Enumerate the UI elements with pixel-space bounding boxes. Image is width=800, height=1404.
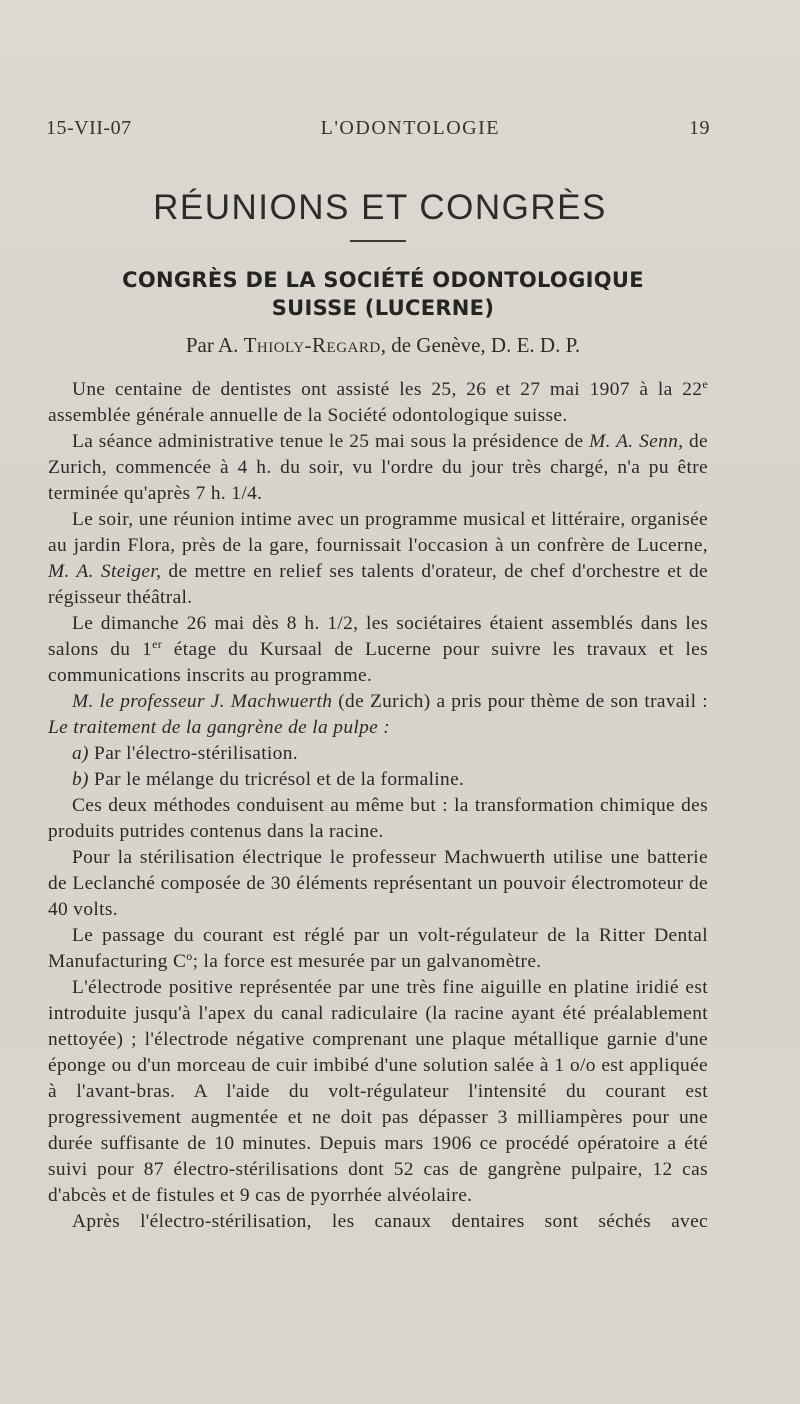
paragraph-3 (48, 507, 708, 611)
article-title-line-1: CONGRÈS DE LA SOCIÉTÉ ODONTOLOGIQUE (122, 268, 644, 292)
paragraph-6: Ces deux méthodes conduisent au même but : la transformation chimique des produits putrides contenus dans la racine. (48, 795, 708, 842)
paragraph-3-text-a: Le soir, une réunion intime avec un programme musical et littéraire, organisée au jardin Flora, près de la gare, fournissait l'occasion à un confrère de Lucerne, (48, 509, 708, 556)
paragraph-9: L'électrode positive représentée par une très fine aiguille en platine iridié est introduite jusqu'à l'apex du canal radiculaire (la racine ayant été préalablement nettoyée) ; l'électrode négative comprenant une plaque métallique garnie d'une éponge ou d'un morceau de cuir imbibé d'une solution salée à 1 o/o est appliquée à l'avant-bras. A l'aide du volt-régulateur l'intensité du courant est progressivement augmentée et ne doit pas dépasser 3 milliampères pour une durée suffisante de 10 minutes. Depuis mars 1906 ce procédé opératoire a été suivi pour 87 électro-stérilisations dont 52 cas de gangrène pulpaire, 12 cas d'abcès et de fistules et 9 cas de pyorrhée alvéolaire. (48, 977, 708, 1206)
paragraph-2 (48, 429, 708, 507)
list-item-a-text: Par l'électro-stérilisation. (88, 743, 298, 764)
paragraph-1 (48, 377, 708, 429)
paragraph-1-text-a: Une centaine de dentistes ont assisté les 25, 26 et 27 mai 1907 à la 22 (72, 379, 703, 400)
header-date: 15-VII-07 (46, 116, 132, 139)
paragraph-5-text-a: (de Zurich) a pris pour thème de son travail : (332, 691, 708, 712)
list-item-a-label: a) (72, 743, 89, 764)
paragraph-8 (48, 923, 708, 975)
list-item-b (48, 767, 708, 793)
paragraph-8-superscript: o (186, 949, 193, 963)
paragraph-7: Pour la stérilisation électrique le professeur Machwuerth utilise une batterie de Leclanché composée de 30 éléments représentant un pouvoir électromoteur de 40 volts. (48, 847, 708, 920)
article-title-line-2: SUISSE (LUCERNE) (271, 296, 495, 320)
paragraph-1-text-b: assemblée générale annuelle de la Société odontologique suisse. (48, 405, 568, 426)
byline-suffix: , de Genève, D. E. D. P. (380, 333, 581, 357)
byline-prefix: Par A. (185, 333, 239, 357)
article-title (40, 266, 726, 322)
paragraph-2-text-b: de Zurich, commencée à 4 h. du soir, vu l'ordre du jour très chargé, n'a pu être terminée qu'après 7 h. 1/4. (48, 431, 708, 504)
paragraph-2-text-a: La séance administrative tenue le 25 mai sous la présidence de (72, 431, 590, 452)
list-item-b-text: Par le mélange du tricrésol et de la formaline. (88, 769, 465, 790)
paragraph-3-person-name: M. A. Steiger, (48, 561, 162, 582)
paragraph-5-person-name: M. le professeur J. Machwuerth (72, 691, 333, 712)
paragraph-8-text-a: Le passage du courant est réglé par un volt-régulateur de la Ritter Dental Manufacturing C (48, 925, 708, 972)
paragraph-2-person-name: M. A. Senn, (589, 431, 684, 452)
list-item-a (48, 741, 708, 767)
header-journal-title: L'ODONTOLOGIE (320, 116, 500, 139)
paragraph-4-text-b: étage du Kursaal de Lucerne pour suivre les travaux et les communications inscrits au programme. (48, 639, 709, 686)
paragraph-5-lecture-title: Le traitement de la gangrène de la pulpe : (48, 717, 391, 738)
byline-author: Thioly-Regard (243, 333, 381, 357)
paragraph-8-text-b: ; la force est mesurée par un galvanomètre. (192, 951, 542, 972)
running-header (46, 112, 710, 144)
paragraph-4-text-a: Le dimanche 26 mai dès 8 h. 1/2, les sociétaires étaient assemblés dans les salons du 1 (48, 613, 708, 660)
paragraph-5 (48, 689, 708, 741)
paragraph-4 (48, 611, 708, 689)
list-item-b-label: b) (72, 769, 89, 790)
paragraph-10: Après l'électro-stérilisation, les canaux dentaires sont séchés avec (72, 1211, 708, 1232)
title-divider (350, 240, 406, 242)
section-title: RÉUNIONS ET CONGRÈS (153, 188, 607, 227)
article-body (48, 377, 708, 1235)
article-byline (40, 333, 726, 358)
paragraph-1-superscript: e (702, 377, 708, 391)
paragraph-3-text-b: de mettre en relief ses talents d'orateur, de chef d'orchestre et de régisseur théâtral. (48, 561, 709, 608)
header-page-number: 19 (689, 116, 710, 139)
paragraph-4-superscript: er (152, 637, 163, 651)
